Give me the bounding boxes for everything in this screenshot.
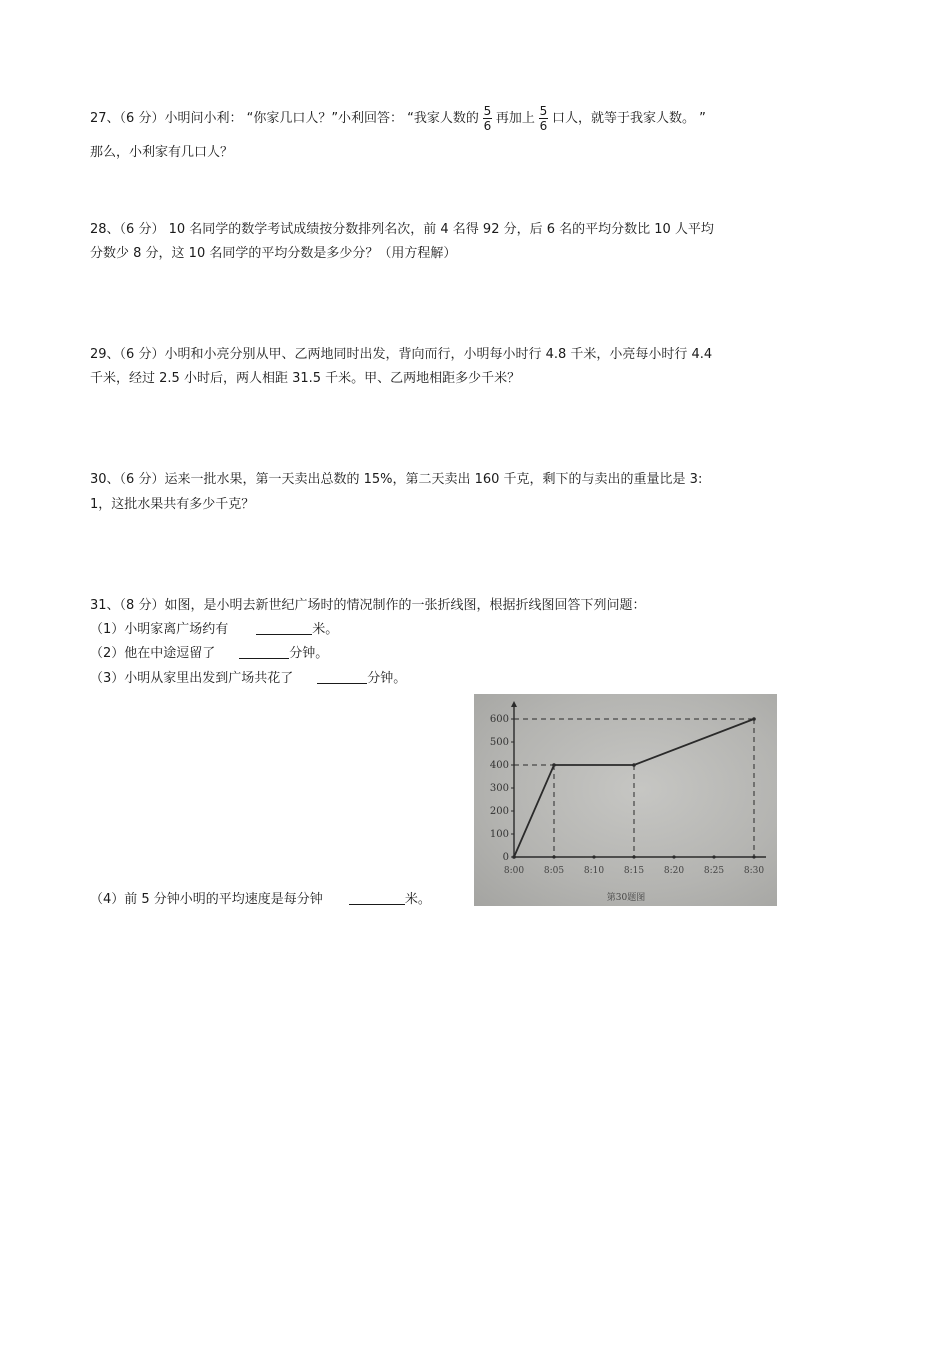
question-28-line-2: 分数少 8 分，这 10 名同学的平均分数是多少分？（用方程解） bbox=[90, 246, 457, 261]
line-chart-photo bbox=[474, 694, 777, 906]
question-29-line-2: 千米，经过 2.5 小时后，两人相距 31.5 千米。甲、乙两地相距多少千米？ bbox=[90, 371, 521, 386]
question-31-part-3 bbox=[90, 669, 406, 689]
series-point bbox=[752, 717, 756, 721]
question-31-part-4 bbox=[90, 890, 431, 910]
question-27-line-1 bbox=[90, 104, 706, 133]
y-tick-label: 300 bbox=[489, 783, 509, 794]
x-tick-dot bbox=[752, 855, 755, 858]
x-tick-label: 8:15 bbox=[623, 866, 645, 876]
fraction-5-6-a bbox=[483, 104, 492, 133]
fraction-denominator: 6 bbox=[483, 119, 492, 133]
answer-blank-4[interactable] bbox=[349, 890, 405, 905]
q27-text-prefix: 27、（6 分）小明问小利： “你家几口人？”小利回答： “我家人数的 bbox=[90, 111, 479, 126]
x-tick-dot bbox=[712, 855, 715, 858]
chart-caption: 第30题图 bbox=[606, 893, 646, 903]
question-30-line-2: 1，这批水果共有多少千克？ bbox=[90, 497, 255, 512]
y-tick-label: 500 bbox=[489, 737, 509, 748]
fraction-denominator: 6 bbox=[539, 119, 548, 133]
q31-p2-suffix: 分钟。 bbox=[289, 646, 329, 661]
question-27-line-2: 那么，小利家有几口人？ bbox=[90, 145, 234, 160]
answer-blank-1[interactable] bbox=[256, 620, 312, 635]
question-31-intro: 31、（8 分）如图，是小明去新世纪广场时的情况制作的一张折线图，根据折线图回答下列问题： bbox=[90, 598, 646, 613]
line-chart bbox=[474, 694, 777, 906]
q27-text-mid: 再加上 bbox=[495, 111, 535, 126]
y-axis-arrow bbox=[511, 701, 517, 707]
q31-p2-prefix: （2）他在中途逗留了 bbox=[90, 646, 216, 661]
series-point bbox=[632, 763, 636, 767]
answer-blank-3[interactable] bbox=[317, 669, 367, 684]
x-tick-label: 8:25 bbox=[703, 866, 725, 876]
x-tick-dot bbox=[632, 855, 635, 858]
y-tick-label: 0 bbox=[502, 852, 509, 863]
fraction-5-6-b bbox=[539, 104, 548, 133]
x-tick-dot bbox=[592, 855, 595, 858]
q31-p3-suffix: 分钟。 bbox=[367, 671, 407, 686]
question-30-line-1: 30、（6 分）运来一批水果，第一天卖出总数的 15%，第二天卖出 160 千克，剩下的与卖出的重量比是 3: bbox=[90, 472, 703, 487]
series-point bbox=[552, 763, 556, 767]
y-tick-label: 400 bbox=[489, 760, 509, 771]
question-31-part-1 bbox=[90, 620, 338, 640]
x-tick-dot bbox=[552, 855, 555, 858]
fraction-numerator: 5 bbox=[539, 104, 548, 118]
x-tick-label: 8:05 bbox=[543, 866, 565, 876]
y-tick-label: 200 bbox=[489, 806, 509, 817]
q31-p4-prefix: （4）前 5 分钟小明的平均速度是每分钟 bbox=[90, 892, 323, 907]
series-point bbox=[512, 855, 516, 859]
x-tick-label: 8:30 bbox=[743, 866, 765, 876]
y-tick-label: 600 bbox=[489, 714, 509, 725]
answer-blank-2[interactable] bbox=[239, 644, 289, 659]
fraction-numerator: 5 bbox=[483, 104, 492, 118]
x-tick-label: 8:20 bbox=[663, 866, 685, 876]
q27-text-suffix: 口人，就等于我家人数。 ” bbox=[551, 111, 706, 126]
q31-p3-prefix: （3）小明从家里出发到广场共花了 bbox=[90, 671, 294, 686]
q31-p4-suffix: 米。 bbox=[404, 892, 431, 907]
question-28-line-1: 28、（6 分） 10 名同学的数学考试成绩按分数排列名次，前 4 名得 92 分，后 6 名的平均分数比 10 人平均 bbox=[90, 222, 714, 237]
question-29-line-1: 29、（6 分）小明和小亮分别从甲、乙两地同时出发，背向而行，小明每小时行 4.8 千米，小亮每小时行 4.4 bbox=[90, 347, 713, 362]
q31-p1-suffix: 米。 bbox=[312, 622, 339, 637]
question-31-part-2 bbox=[90, 644, 328, 664]
q31-p1-prefix: （1）小明家离广场约有 bbox=[90, 622, 229, 637]
y-tick-label: 100 bbox=[489, 829, 509, 840]
x-tick-dot bbox=[672, 855, 675, 858]
x-tick-label: 8:10 bbox=[583, 866, 605, 876]
x-tick-label: 8:00 bbox=[503, 866, 525, 876]
